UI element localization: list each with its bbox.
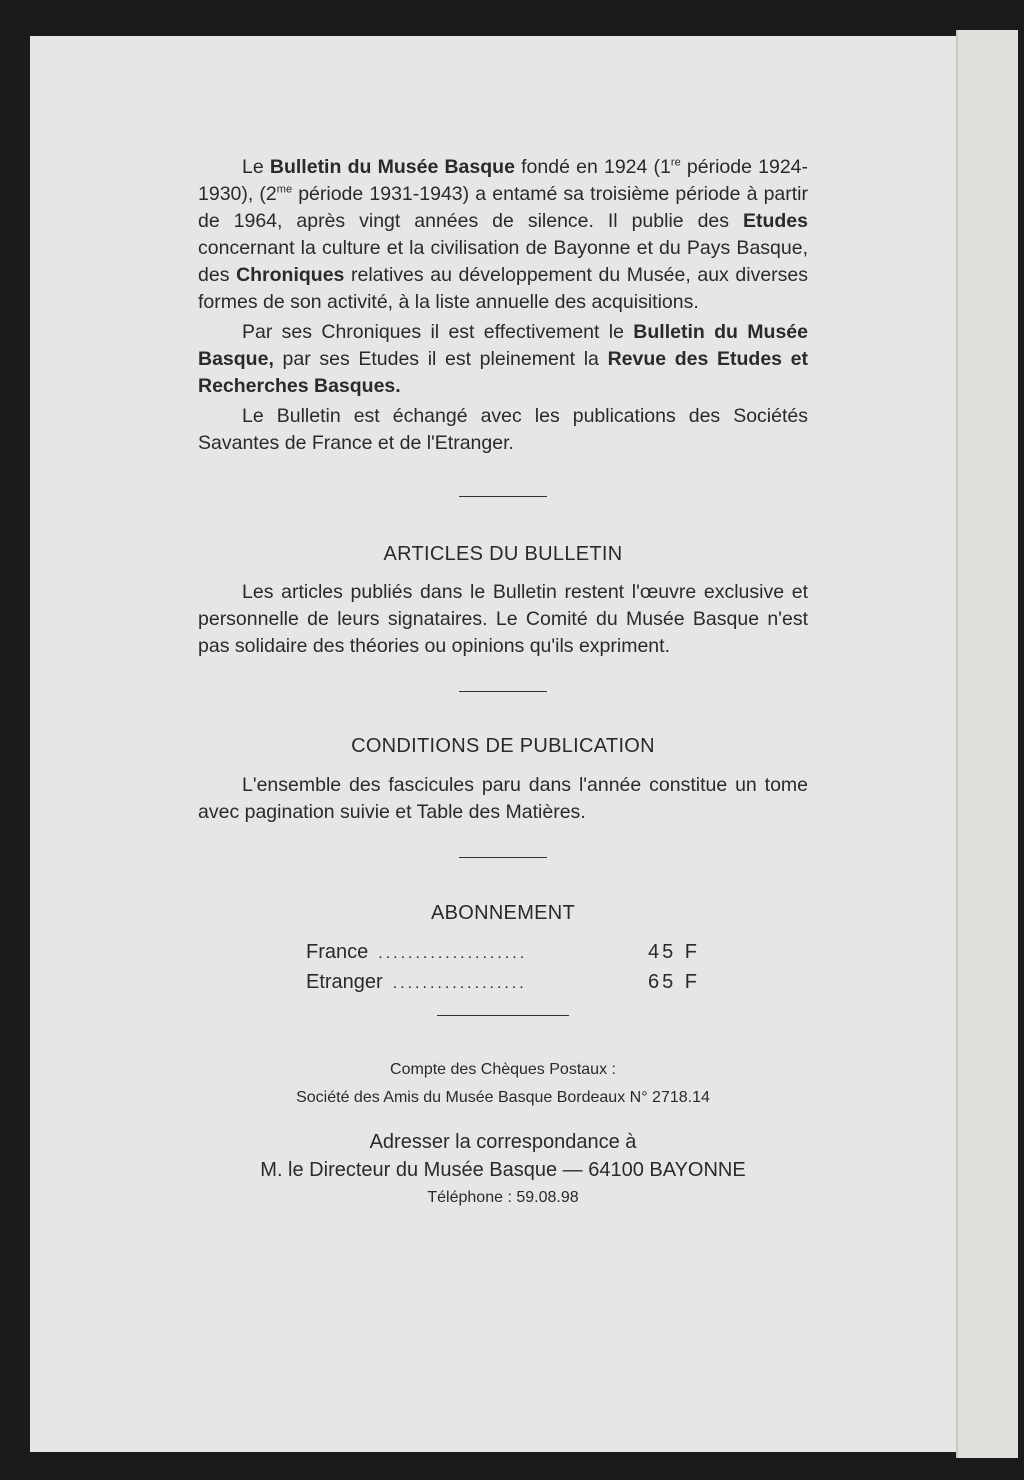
subscription-heading: ABONNEMENT [430,902,576,924]
page-content [198,154,808,1212]
conditions-heading: CONDITIONS DE PUBLICATION [351,735,655,757]
subscription-price: 65 F [647,971,700,993]
phone-number: Téléphone : 59.08.98 [427,1189,579,1206]
subscription-label: France [306,941,369,963]
postal-account-line: Compte des Chèques Postaux : [390,1061,616,1078]
bulletin-title-bold: Bulletin du Musée Basque, [198,321,808,370]
subscription-price: 45 F [647,941,700,963]
conditions-text: L'ensemble des fascicules paru dans l'année constitue un tome avec pagination suivie et Table des Matières. [198,774,808,823]
adjacent-page-edge [956,30,1018,1458]
director-address: M. le Directeur du Musée Basque — 64100 BAYONNE [260,1159,746,1181]
bulletin-name: Bulletin du Musée Basque [269,156,515,178]
postal-account-details: Société des Amis du Musée Basque Bordeaux N° 2718.14 [296,1089,710,1106]
dot-leader: .................. [392,975,527,992]
articles-text: Les articles publiés dans le Bulletin restent l'œuvre exclusive et personnelle de leurs signataires. Le Comité du Musée Basque n'est pas solidaire des théories ou opinions qu'ils expriment. [198,581,808,657]
intro-paragraph-1: Le Bulletin du Musée Basque fondé en 1924 (1re période 1924-1930), ($2^{me}$ période 1931-1943) a entamé sa troisième période à partir de 1964, après vingt années de silence. Il publie des Etudes concernant la culture et la civilisation de Bayonne et du Pays Basque, des Chroniques relatives au développement du Musée, aux diverses formes de son activité, à la liste annuelle des acquisitions. [198,156,809,313]
intro-paragraph-2: Par ses Chroniques il est effectivement le Bulletin du Musée Basque, par ses Etudes il est pleinement la Revue des Etudes et Recherches Basques. [198,321,808,397]
correspondence-line: Adresser la correspondance à [369,1131,637,1153]
etudes-term: Etudes [742,210,808,232]
chroniques-term: Chroniques [236,264,345,286]
dot-leader: .................... [378,945,528,962]
subscription-row-france [306,941,700,971]
intro-paragraph-3: Le Bulletin est échangé avec les publications des Sociétés Savantes de France et de l'Etranger. [198,405,808,454]
revue-title-bold: Revue des Etudes et Recherches Basques. [198,348,808,397]
articles-heading: ARTICLES DU BULLETIN [383,543,623,565]
subscription-row-etranger [306,971,700,1001]
subscription-label: Etranger [306,971,383,993]
subscription-list [306,941,700,1001]
